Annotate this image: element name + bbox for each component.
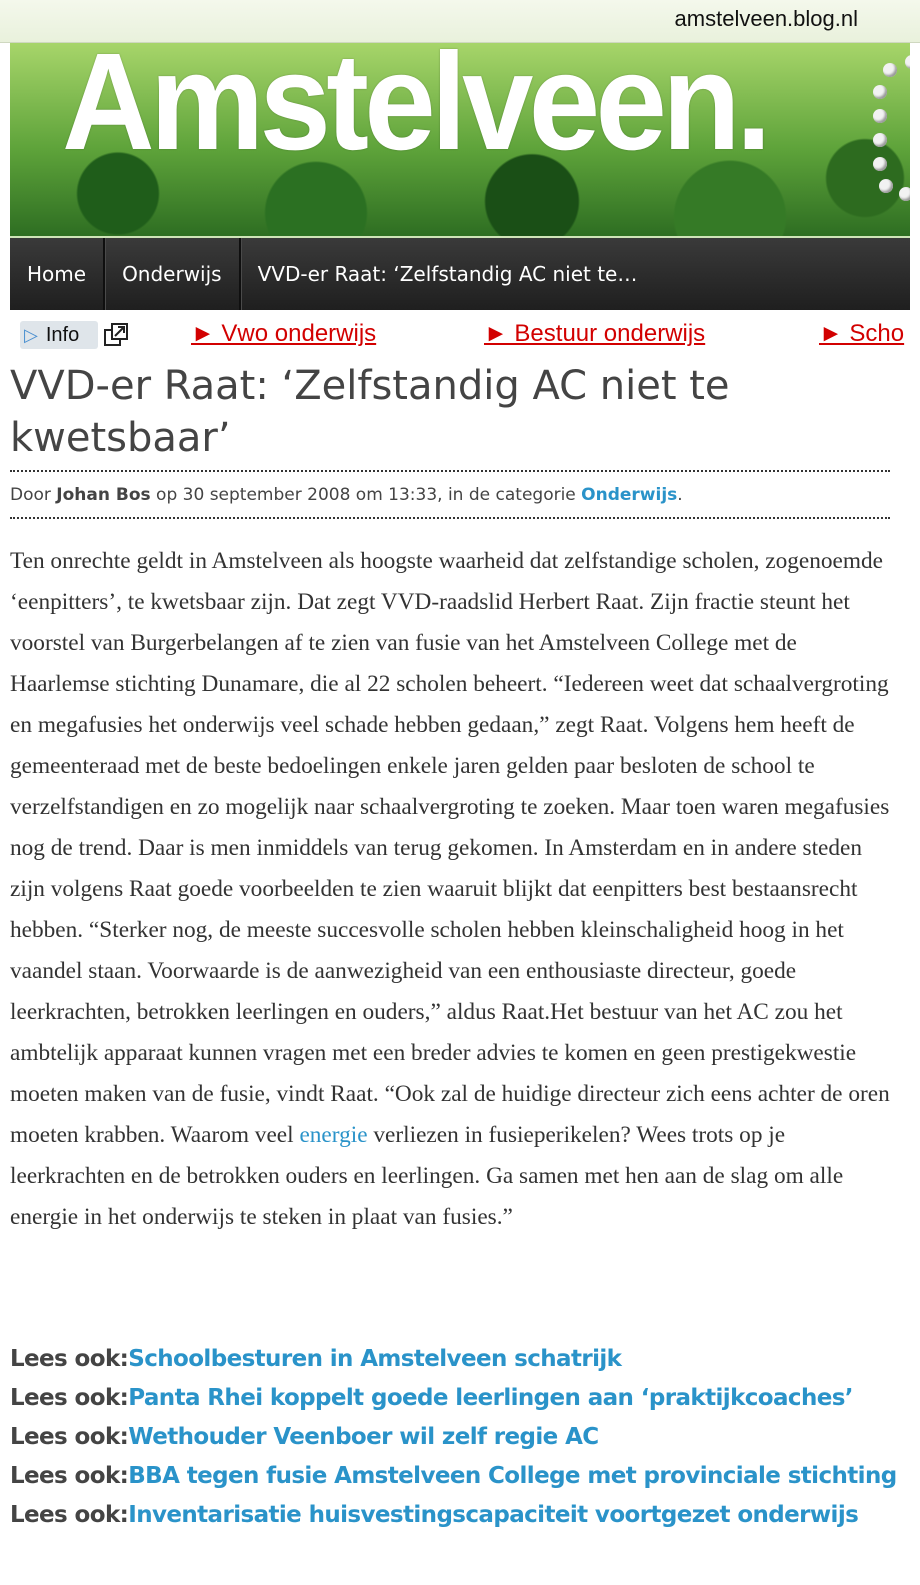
article-category-link[interactable]: Onderwijs (581, 485, 678, 505)
related-articles (10, 1340, 915, 1535)
article-body-text-2: verliezen in fusieperikelen? Wees trots op je leerkrachten en de betrokken ouders en leerlingen. Ga samen met hen aan de slag om alle energie in het onderwijs te steken in plaat van fusies.” (10, 1122, 844, 1230)
related-item (10, 1340, 915, 1379)
related-item (10, 1379, 915, 1418)
meta-suffix: . (677, 485, 683, 505)
ad-link-vwo-onderwijs[interactable]: ► Vwo onderwijs (191, 320, 377, 347)
play-triangle-icon: ▷ (24, 324, 38, 345)
related-link[interactable]: Schoolbesturen in Amstelveen schatrijk (128, 1346, 622, 1372)
related-label: Lees ook: (10, 1346, 129, 1372)
related-label: Lees ook: (10, 1463, 129, 1489)
keyword-link-energie[interactable]: energie (299, 1122, 368, 1148)
logo-dots-decoration (865, 55, 910, 215)
article-author[interactable]: Johan Bos (56, 485, 151, 505)
related-label: Lees ook: (10, 1424, 129, 1450)
related-item (10, 1457, 915, 1496)
meta-date: op 30 september 2008 om 13:33, in de categorie (150, 485, 582, 505)
article-body-text-1: Ten onrechte geldt in Amstelveen als hoogste waarheid dat zelfstandige scholen, zogenoemde ‘eenpitters’, te kwetsbaar zijn. Dat zegt VVD-raadslid Herbert Raat. Zijn fractie steunt het voorstel van Burgerbelangen af te zien van fusie van het Amstelveen College met de Haarlemse stichting Dunamare, die al 22 scholen beheert. “Iedereen weet dat schaalvergroting en megafusies het onderwijs veel schade hebben gedaan,” zegt Raat. Volgens hem heeft de gemeenteraad met de beste bedoelingen enkele jaren gelden paar besloten de school te verzelfstandigen en zo mogelijk naar schaalvergroting te zoeken. Maar toen waren megafusies nog de trend. Daar is men inmiddels van terug gekomen. In Amsterdam en in andere steden zijn volgens Raat goede voorbeelden te zien waaruit blijkt dat eenpitters best bestaansrecht hebben. “Sterker nog, de meeste succesvolle scholen hebben kleinschaligheid hoog in het vaandel staan. Voorwaarde is de aanwezigheid van een enthousiaste directeur, goede leerkrachten, betrokken leerlingen en ouders,” aldus Raat.Het bestuur van het AC zou het ambtelijk apparaat kunnen vragen met een breder advies te komen en geen prestigekwestie moeten maken van de fusie, vindt Raat. “Ook zal de huidige directeur zich eens achter de oren moeten krabben. Waarom veel (10, 548, 890, 1148)
related-link[interactable]: Inventarisatie huisvestingscapaciteit voortgezet onderwijs (128, 1502, 859, 1528)
ad-link-scho[interactable]: ► Scho (819, 320, 905, 347)
article-meta (10, 485, 900, 505)
main-navigation (10, 238, 910, 310)
related-label: Lees ook: (10, 1385, 129, 1411)
article-body (10, 541, 900, 1238)
nav-item-onderwijs[interactable]: Onderwijs (105, 238, 241, 310)
article-title: VVD-er Raat: ‘Zelfstandig AC niet te kwetsbaar’ (10, 363, 730, 461)
nav-item-current-article: VVD-er Raat: ‘Zelfstandig AC niet te… (257, 262, 638, 286)
nav-item-home[interactable]: Home (10, 238, 105, 310)
external-link-icon[interactable] (104, 323, 128, 347)
meta-prefix: Door (10, 485, 57, 505)
related-item (10, 1496, 915, 1535)
related-item (10, 1418, 915, 1457)
url-text[interactable]: amstelveen.blog.nl (674, 6, 858, 31)
site-header-banner[interactable] (10, 43, 910, 239)
related-label: Lees ook: (10, 1502, 129, 1528)
meta-divider-top (10, 470, 890, 472)
ad-link-bestuur-onderwijs[interactable]: ► Bestuur onderwijs (484, 320, 706, 347)
ad-info-label: Info (45, 323, 80, 346)
related-link[interactable]: BBA tegen fusie Amstelveen College met provinciale stichting (128, 1463, 897, 1489)
related-link[interactable]: Panta Rhei koppelt goede leerlingen aan ‘praktijkcoaches’ (128, 1385, 853, 1411)
site-logo[interactable]: Amstelveen. (62, 43, 767, 179)
related-link[interactable]: Wethouder Veenboer wil zelf regie AC (128, 1424, 599, 1450)
browser-url-bar[interactable] (0, 0, 920, 43)
ad-links-strip (0, 316, 920, 356)
ad-info-button[interactable] (20, 321, 98, 349)
meta-divider-bottom (10, 517, 890, 519)
